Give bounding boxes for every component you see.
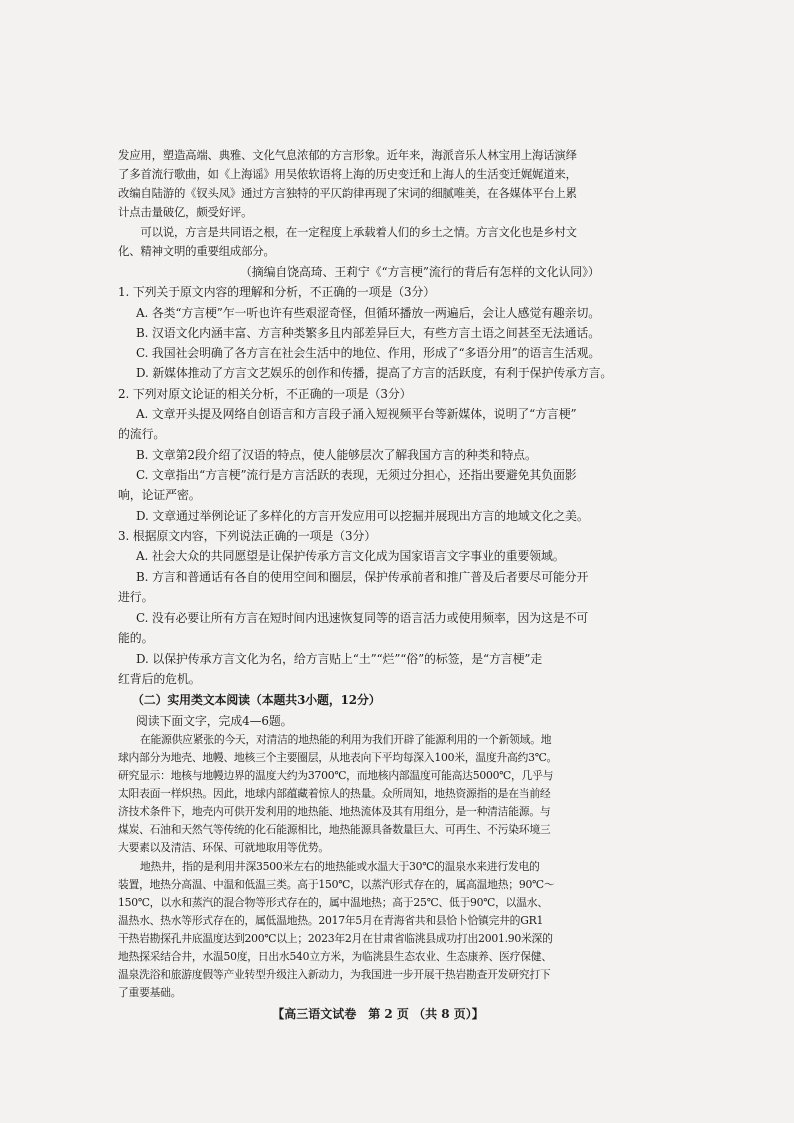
option-2b: B. 文章第2段介绍了汉语的特点，使人能够层次了解我国方言的种类和特点。 [136,448,537,462]
option-1c: C. 我国社会明确了各方言在社会生活中的地位、作用，形成了“多语分用”的语言生活观。 [136,346,601,360]
option-3d: D. 以保护传承方言文化为名，给方言贴上“土”“烂”“俗”的标签，是“方言梗”走 [136,652,543,666]
option-2c: C. 文章指出“方言梗”流行是方言活跃的表现，无须过分担心，还指出要避免其负面影 [136,468,577,482]
text-line: 温热水、热水等形式存在的，属低温地热。2017年5月在青海省共和县恰卜恰镇完井的GR1 [118,914,544,927]
text-line: 了多首流行歌曲，如《上海谣》用吴侬软语将上海的历史变迁和上海人的生活变迁娓娓道来， [118,167,577,181]
option-3c-cont: 能的。 [118,631,154,645]
text-line: 研究显示：地核与地幔边界的温度大约为3700℃，而地核内部温度可能高达5000℃，几乎与 [118,769,554,782]
option-1b: B. 汉语文化内涵丰富、方言种类繁多且内部差异巨大，有些方言土语之间甚至无法通话。 [136,326,601,340]
text-line: 在能源供应紧张的今天，对清洁的地热能的利用为我们开辟了能源利用的一个新领域。地 [140,733,552,746]
text-line: 150℃，以水和蒸汽的混合物等形式存在的，属中温地热；高于25℃、低于90℃，以温水、 [118,896,548,909]
text-line: 球内部分为地壳、地幔、地核三个主要圈层，从地表向下平均每深入100米，温度升高约3℃。 [118,751,558,764]
text-line: 地热探采结合井，水温50度，日出水540立方米，为临洮县生态农业、生态康养、医疗保健、 [118,950,552,963]
page-footer: 【高三语文试卷 第 2 页 （共 8 页）】 [272,1007,484,1021]
question-2: 2. 下列对原文论证的相关分析，不正确的一项是（3分） [118,387,412,401]
option-3b: B. 方言和普通话有各自的使用空间和圈层，保护传承前者和推广普及后者要尽可能分开 [136,570,589,584]
section-heading: （二）实用类文本阅读（本题共3小题，12分） [132,693,381,707]
text-line: 地热井，指的是利用井深3500米左右的地热能或水温大于30℃的温泉水来进行发电的 [140,860,540,873]
text-line: 计点击量破亿，颇受好评。 [118,205,253,219]
text-line: 太阳表面一样炽热。因此，地球内部蕴藏着惊人的热量。众所周知，地热资源指的是在当前经 [118,787,551,800]
question-3: 3. 根据原文内容，下列说法正确的一项是（3分） [118,529,377,543]
option-1a: A. 各类“方言梗”乍一听也许有些艰涩奇怪，但循环播放一两遍后，会让人感觉有趣亲切。 [136,306,601,320]
text-line: 装置，地热分高温、中温和低温三类。高于150℃，以蒸汽形式存在的，属高温地热；90℃～ [118,878,555,891]
option-2d: D. 文章通过举例论证了多样化的方言开发应用可以挖掘并展现出方言的地域文化之美。 [136,509,589,523]
source-citation: （摘编自饶高琦、王莉宁《“方言梗”流行的背后有怎样的文化认同》） [240,265,600,279]
option-3a: A. 社会大众的共同愿望是让保护传承方言文化成为国家语言文字事业的重要领域。 [136,549,565,563]
text-line: 可以说，方言是共同语之根，在一定程度上承载着人们的乡土之情。方言文化也是乡村文 [118,225,577,239]
text-line: 煤炭、石油和天然气等传统的化石能源相比，地热能源具备数量巨大、可再生、不污染环境三 [118,823,551,836]
option-1d: D. 新媒体推动了方言文艺娱乐的创作和传播，提高了方言的活跃度，有利于保护传承方言。 [136,366,613,380]
text-line: 济技术条件下，地壳内可供开发利用的地热能、地热流体及其有用组分，是一种清洁能源。与 [118,805,551,818]
text-line: 改编自陆游的《钗头凤》通过方言独特的平仄韵律再现了宋词的细腻唯美，在各媒体平台上累 [118,186,577,200]
text-line: 干热岩勘探孔井底温度达到200℃以上；2023年2月在甘肃省临洮县成功打出2001.90米深的 [118,932,553,945]
text-line: 化、精神文明的重要组成部分。 [118,244,275,258]
exam-page [118,148,638,999]
text-line: 温泉洗浴和旅游度假等产业转型升级注入新动力，为我国进一步开展干热岩勘查开发研究打下 [118,968,551,981]
option-3d-cont: 红背后的危机。 [118,672,201,686]
option-2a-cont: 的流行。 [118,427,166,441]
reading-instruction: 阅读下面文字，完成4—6题。 [136,714,293,728]
option-3b-cont: 进行。 [118,590,154,604]
text-line: 发应用，塑造高端、典雅、文化气息浓郁的方言形象。近年来，海派音乐人林宝用上海话演绎 [118,148,577,162]
option-2c-cont: 响，论证严密。 [118,488,201,502]
text-line: 了重要基础。 [118,986,182,999]
option-3c: C. 没有必要让所有方言在短时间内迅速恢复同等的语言活力或使用频率，因为这是不可 [136,611,589,625]
option-2a: A. 文章开头提及网络自创语言和方言段子涌入短视频平台等新媒体，说明了“方言梗” [136,407,577,421]
text-line: 大要素以及清洁、环保、可就地取用等优势。 [118,841,329,854]
question-1: 1. 下列关于原文内容的理解和分析，不正确的一项是（3分） [118,285,436,299]
